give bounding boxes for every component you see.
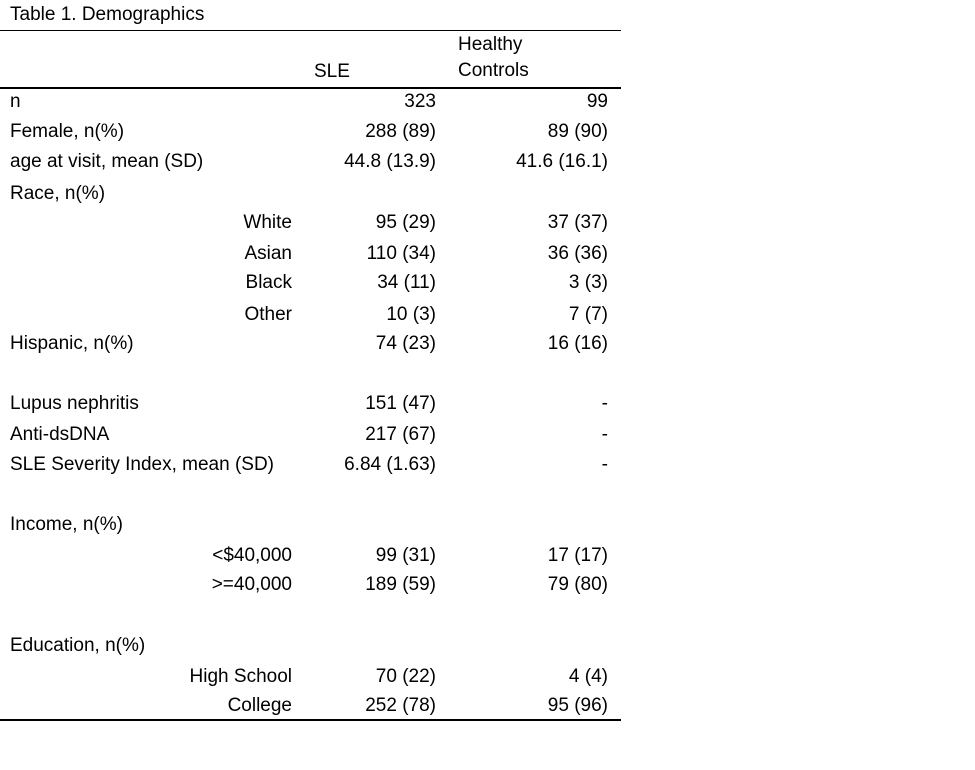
row-sublabel: Asian xyxy=(244,243,292,264)
row-label: Lupus nephritis xyxy=(10,393,139,414)
cell-sle: 288 (89) xyxy=(365,121,436,142)
cell-sle: 34 (11) xyxy=(377,272,436,293)
cell-healthy-controls: - xyxy=(601,424,608,445)
cell-healthy-controls: 36 (36) xyxy=(547,243,608,264)
cell-sle: 74 (23) xyxy=(375,333,436,354)
table-row xyxy=(0,179,621,209)
cell-healthy-controls: 17 (17) xyxy=(547,545,608,566)
column-header-healthy-line2: Controls xyxy=(458,60,529,81)
cell-sle: 10 (3) xyxy=(386,304,436,325)
cell-healthy-controls: 41.6 (16.1) xyxy=(516,151,608,172)
row-label: SLE Severity Index, mean (SD) xyxy=(10,454,274,475)
table-row xyxy=(0,662,621,692)
table-row xyxy=(0,450,621,480)
cell-sle: 252 (78) xyxy=(365,695,436,716)
row-label: Hispanic, n(%) xyxy=(10,333,134,354)
row-label: n xyxy=(10,91,21,112)
cell-sle: 323 xyxy=(404,91,436,112)
cell-healthy-controls: - xyxy=(601,393,608,414)
row-sublabel: >=40,000 xyxy=(211,574,292,595)
cell-sle: 110 (34) xyxy=(366,243,436,264)
table-row xyxy=(0,541,621,571)
cell-healthy-controls: 99 xyxy=(586,91,608,112)
cell-sle: 70 (22) xyxy=(375,666,436,687)
table-row xyxy=(0,510,621,540)
cell-sle: 217 (67) xyxy=(365,424,436,445)
cell-healthy-controls: 37 (37) xyxy=(547,212,608,233)
table-row xyxy=(0,570,621,600)
table-row xyxy=(0,329,621,359)
table-top-rule xyxy=(0,30,621,31)
row-label: Anti-dsDNA xyxy=(10,424,110,445)
cell-healthy-controls: 4 (4) xyxy=(568,666,608,687)
table-title: Table 1. Demographics xyxy=(10,4,205,25)
cell-healthy-controls: 89 (90) xyxy=(547,121,608,142)
row-label: Education, n(%) xyxy=(10,635,146,656)
table-row xyxy=(0,268,621,298)
table-row xyxy=(0,208,621,238)
table-row xyxy=(0,300,621,330)
table-row xyxy=(0,147,621,177)
table-row xyxy=(0,117,621,147)
row-sublabel: College xyxy=(227,695,292,716)
row-label: Income, n(%) xyxy=(10,514,123,535)
row-label: Race, n(%) xyxy=(10,183,106,204)
cell-sle: 151 (47) xyxy=(365,393,436,414)
table-row xyxy=(0,601,621,631)
table-row xyxy=(0,389,621,419)
cell-sle: 99 (31) xyxy=(375,545,436,566)
cell-sle: 189 (59) xyxy=(365,574,436,595)
cell-healthy-controls: 79 (80) xyxy=(547,574,608,595)
cell-healthy-controls: 95 (96) xyxy=(547,695,608,716)
table-row xyxy=(0,480,621,510)
cell-healthy-controls: 3 (3) xyxy=(568,272,608,293)
cell-healthy-controls: 7 (7) xyxy=(568,304,608,325)
row-sublabel: Black xyxy=(245,272,292,293)
row-label: age at visit, mean (SD) xyxy=(10,151,204,172)
table-row xyxy=(0,239,621,269)
cell-sle: 44.8 (13.9) xyxy=(344,151,436,172)
column-header-healthy-controls xyxy=(458,32,529,84)
cell-sle: 95 (29) xyxy=(375,212,436,233)
table-row xyxy=(0,420,621,450)
table-bottom-rule xyxy=(0,719,621,721)
column-header-sle: SLE xyxy=(314,61,350,82)
row-sublabel: White xyxy=(243,212,292,233)
row-sublabel: High School xyxy=(189,666,292,687)
cell-sle: 6.84 (1.63) xyxy=(344,454,436,475)
row-sublabel: <$40,000 xyxy=(212,545,292,566)
table-row xyxy=(0,631,621,661)
cell-healthy-controls: - xyxy=(601,454,608,475)
table-row xyxy=(0,359,621,389)
row-label: Female, n(%) xyxy=(10,121,125,142)
column-header-healthy-line1: Healthy xyxy=(458,34,523,55)
table-row xyxy=(0,691,621,721)
cell-healthy-controls: 16 (16) xyxy=(547,333,608,354)
row-sublabel: Other xyxy=(244,304,292,325)
table-row xyxy=(0,87,621,117)
